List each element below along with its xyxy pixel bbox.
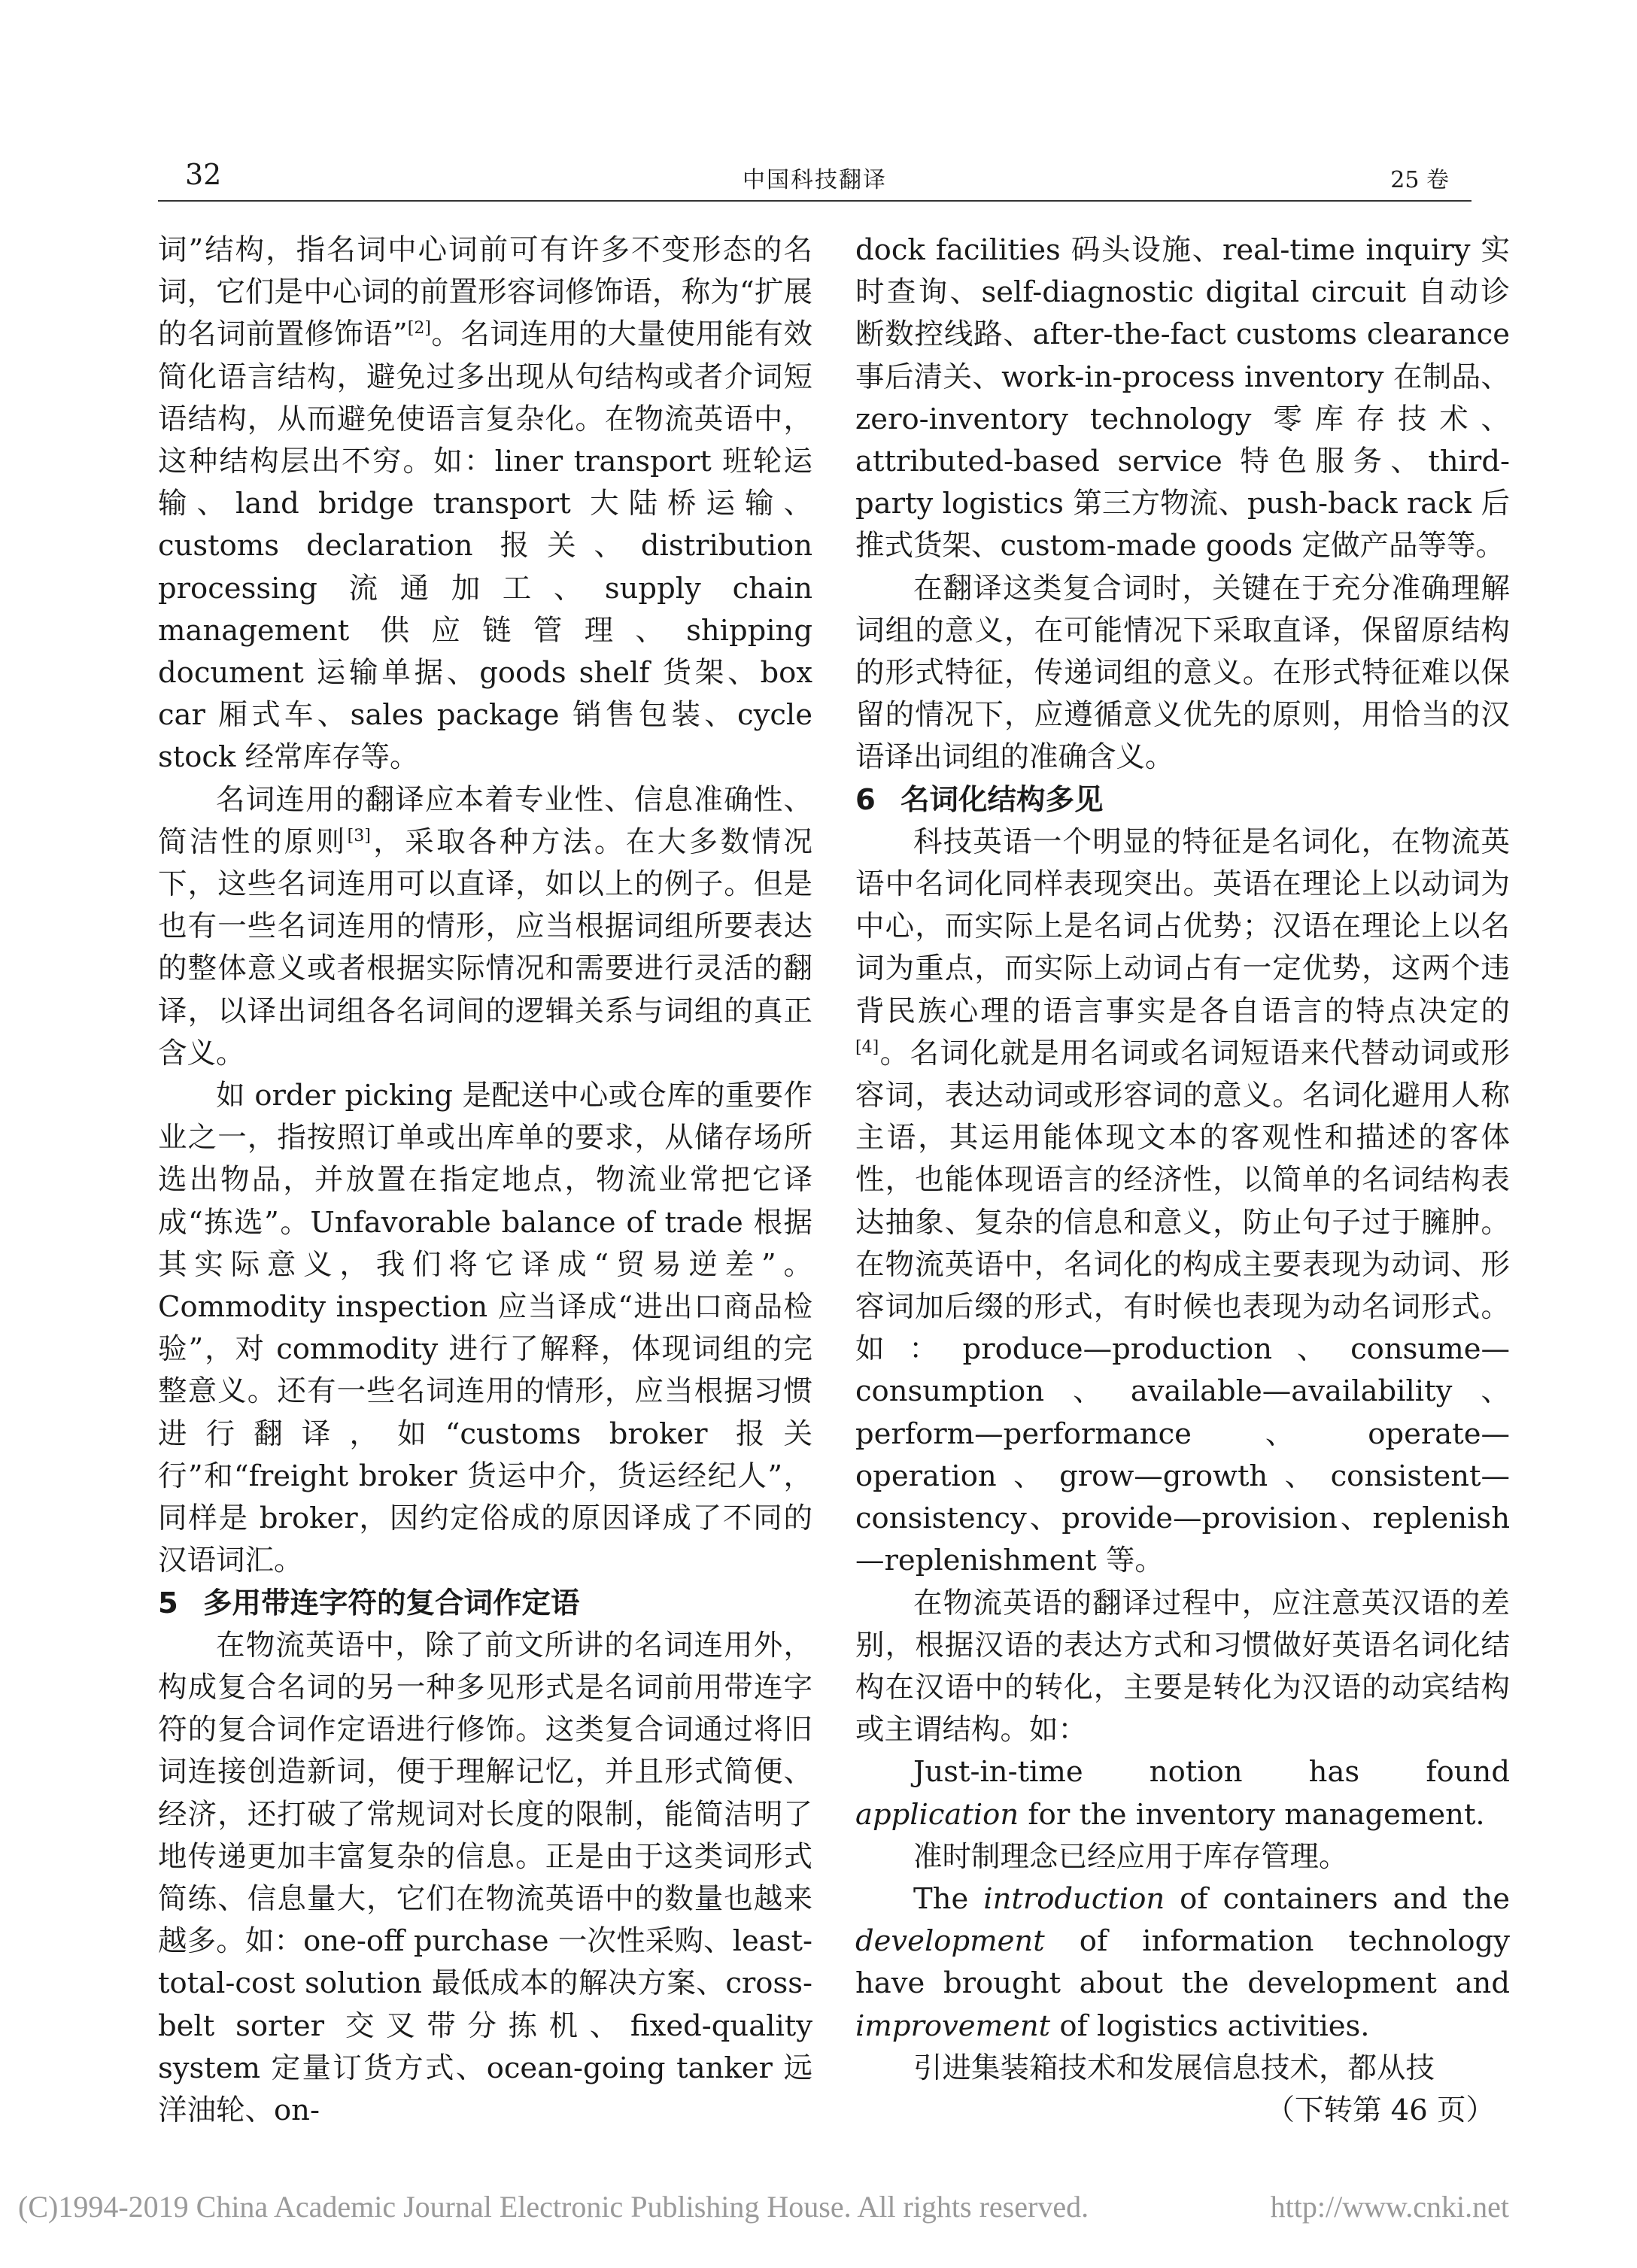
paragraph: 在物流英语的翻译过程中，应注意英汉语的差别，根据汉语的表达方式和习惯做好英语名词化结构在汉语中的转化，主要是转化为汉语的动宾结构或主谓结构。如： <box>855 1586 1510 1747</box>
example-sentence: The introduction of containers and the development of information technology have brought about the development and improvement of logistics activities. <box>855 1881 1511 2043</box>
page-header <box>158 147 1471 202</box>
paragraph: 如 order picking 是配送中心或仓库的重要作业之一，指按照订单或出库单的要求，从储存场所选出物品，并放置在指定地点，物流业常把它译成“拣选”。Unfavorable balance of trade 根据其实际意义，我们将它译成“贸易逆差”。Commodity inspection 应当译成“进出口商品检验”，对 commodity 进行了解释，体现词组的完整意义。还有一些名词连用的情形，应当根据习惯进行翻译，如“customs broker 报关行”和“freight broker 货运中介，货运经纪人”，同样是 broker，因约定俗成的原因译成了不同的汉语词汇。 <box>158 1079 812 1578</box>
section-title: 名词化结构多见 <box>901 782 1104 817</box>
section-heading <box>855 779 1510 821</box>
citation: [4] <box>855 1038 879 1058</box>
section-number: 6 <box>855 782 876 817</box>
citation: [2] <box>407 319 431 339</box>
paragraph: 在翻译这类复合词时，关键在于充分准确理解词组的意义，在可能情况下采取直译，保留原结构的形式特征，传递词组的意义。在形式特征难以保留的情况下，应遵循意义优先的原则，用恰当的汉语译出词组的准确含义。 <box>855 571 1510 775</box>
right-column <box>855 229 1510 2132</box>
page-number: 32 <box>185 158 222 191</box>
example-sentence: Just-in-time notion has found application for the inventory management. <box>855 1755 1510 1832</box>
volume-label: 25 卷 <box>1390 167 1449 193</box>
section-title: 多用带连字符的复合词作定语 <box>203 1586 580 1620</box>
paragraph: 在物流英语中，除了前文所讲的名词连用外，构成复合名词的另一种多见形式是名词前用带连字符的复合词作定语进行修饰。这类复合词通过将旧词连接创造新词，便于理解记忆，并且形式简便、经济，还打破了常规词对长度的限制，能简洁明了地传递更加丰富复杂的信息。正是由于这类词形式简练、信息量大，它们在物流英语中的数量也越来越多。如：one-off purchase 一次性采购、least-total-cost solution 最低成本的解决方案、cross-belt sorter 交叉带分拣机、fixed-quality system 定量订货方式、ocean-going tanker 远洋油轮、on- <box>158 1628 812 2127</box>
section-number: 5 <box>158 1586 178 1620</box>
example-translation: 准时制理念已经应用于库存管理。 <box>913 1839 1348 1874</box>
paragraph: 词”结构，指名词中心词前可有许多不变形态的名词，它们是中心词的前置形容词修饰语，称为“扩展的名词前置修饰语”[2]。名词连用的大量使用能有效简化语言结构，避免过多出现从句结构或者介词短语结构，从而避免使语言复杂化。在物流英语中，这种结构层出不穷。如：liner transport 班轮运输、land bridge transport 大陆桥运输、customs declaration 报关、distribution processing 流通加工、supply chain management 供应链管理、shipping document 运输单据、goods shelf 货架、box car 厢式车、sales package 销售包装、cycle stock 经常库存等。 <box>158 233 812 775</box>
section-heading <box>158 1583 812 1625</box>
paragraph: 名词连用的翻译应本着专业性、信息准确性、简洁性的原则[3]，采取各种方法。在大多数情况下，这些名词连用可以直译，如以上的例子。但是也有一些名词连用的情形，应当根据词组所要表达的整体意义或者根据实际情况和需要进行灵活的翻译，以译出词组各名词间的逻辑关系与词组的真正含义。 <box>158 782 812 1070</box>
site-url: http://www.cnki.net <box>1270 2190 1509 2224</box>
example-translation: 引进集装箱技术和发展信息技术，都从技 <box>913 2051 1435 2085</box>
paragraph: 科技英语一个明显的特征是名词化，在物流英语中名词化同样表现突出。英语在理论上以动词为中心，而实际上是名词占优势；汉语在理论上以名词为重点，而实际上动词占有一定优势，这两个违背民族心理的语言事实是各自语言的特点决定的[4]。名词化就是用名词或名词短语来代替动词或形容词，表达动词或形容词的意义。名词化避用人称主语，其运用能体现文本的客观性和描述的客体性，也能体现语言的经济性，以简单的名词结构表达抽象、复杂的信息和意义，防止句子过于臃肿。在物流英语中，名词化的构成主要表现为动词、形容词加后缀的形式，有时候也表现为动名词形式。如：produce—production、consume—consumption、available—availability、perform—performance、operate—operation、grow—growth、consistent—consistency、provide—provision、replenish—replenishment 等。 <box>855 824 1510 1578</box>
copyright-notice: (C)1994-2019 China Academic Journal Electronic Publishing House. All rights reserved. <box>18 2190 1089 2224</box>
continued-note: （下转第 46 页） <box>1265 2093 1495 2127</box>
left-column <box>158 229 812 2132</box>
paragraph: dock facilities 码头设施、real-time inquiry 实时查询、self-diagnostic digital circuit 自动诊断数控线路、after-the-fact customs clearance 事后清关、work-in-process inventory 在制品、zero-inventory technology 零库存技术、attributed-based service 特色服务、third-party logistics 第三方物流、push-back rack 后推式货架、custom-made goods 定做产品等等。 <box>855 233 1510 563</box>
journal-title: 中国科技翻译 <box>743 167 887 193</box>
citation: [3] <box>347 827 371 846</box>
